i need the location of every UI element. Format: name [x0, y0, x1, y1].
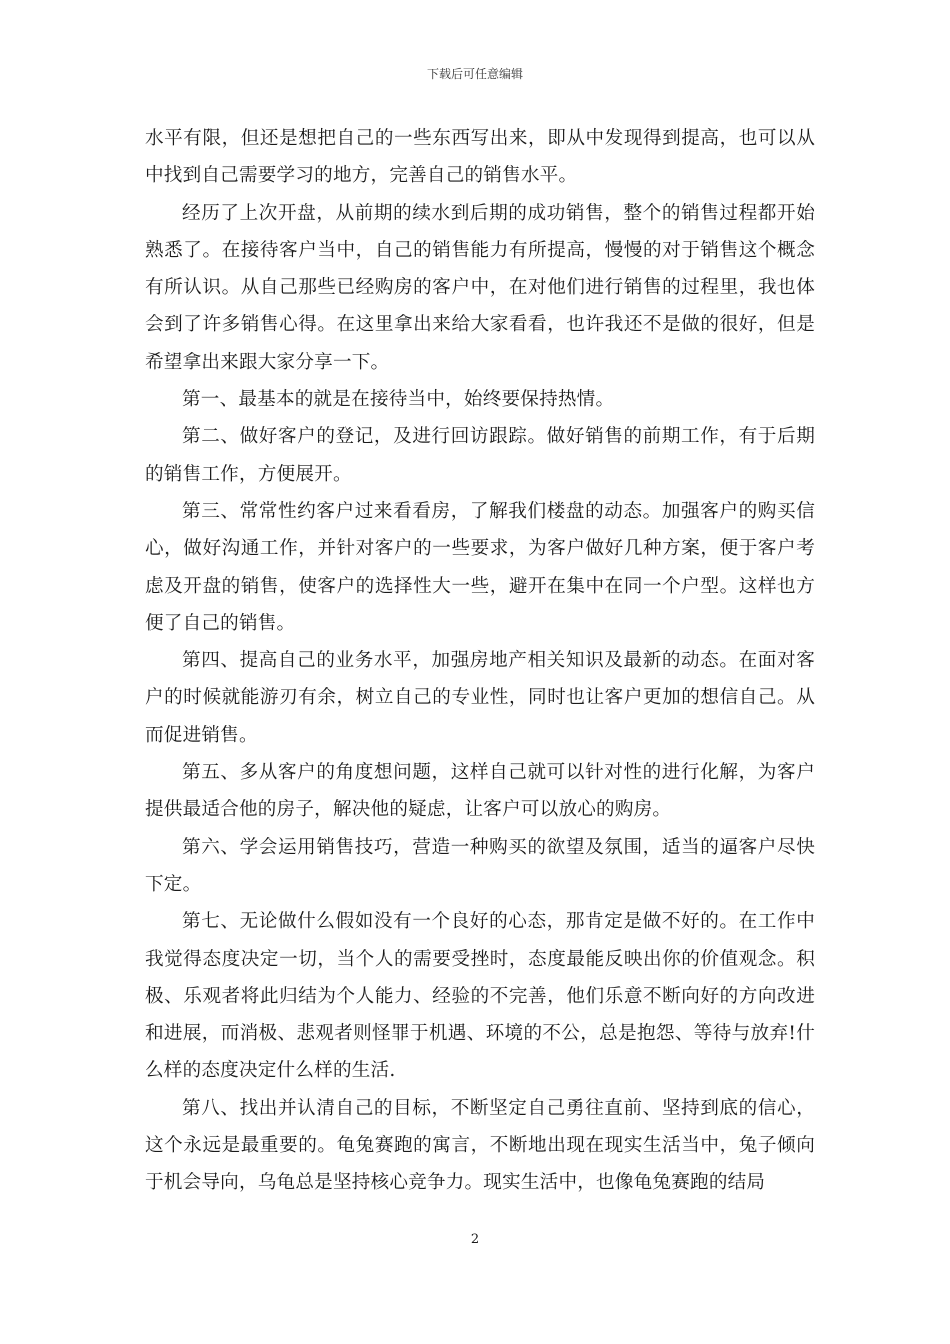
paragraph-point-8: 第八、找出并认清自己的目标，不断坚定自己勇往直前、坚持到底的信心，这个永远是最重要的。龟兔赛跑的寓言，不断地出现在现实生活当中，兔子倾向于机会导向，乌龟总是坚持核心竞争力。现实生活中，也像龟兔赛跑的结局 [145, 1097, 815, 1194]
page-number: 2 [470, 1232, 480, 1247]
paragraph-point-5: 第五、多从客户的角度想问题，这样自己就可以针对性的进行化解，为客户提供最适合他的房子，解决他的疑虑，让客户可以放心的购房。 [145, 762, 815, 821]
paragraph-point-4: 第四、提高自己的业务水平，加强房地产相关知识及最新的动态。在面对客户的时候就能游刃有余，树立自己的专业性，同时也让客户更加的想信自己。从而促进销售。 [145, 650, 815, 746]
paragraph-point-2: 第二、做好客户的登记，及进行回访跟踪。做好销售的前期工作，有于后期的销售工作，方便展开。 [145, 426, 815, 485]
paragraph-continued: 水平有限，但还是想把自己的一些东西写出来，即从中发现得到提高，也可以从中找到自己需要学习的地方，完善自己的销售水平。 [145, 128, 815, 187]
paragraph-point-3: 第三、常常性约客户过来看看房，了解我们楼盘的动态。加强客户的购买信心，做好沟通工作，并针对客户的一些要求，为客户做好几种方案，便于客户考虑及开盘的销售，使客户的选择性大一些，避开在集中在同一个户型。这样也方便了自己的销售。 [145, 500, 815, 634]
paragraph-point-1: 第一、最基本的就是在接待当中，始终要保持热情。 [182, 389, 615, 411]
paragraph-point-6: 第六、学会运用销售技巧，营造一种购买的欲望及氛围，适当的逼客户尽快下定。 [145, 836, 815, 895]
document-body [145, 120, 815, 1202]
paragraph-intro: 经历了上次开盘，从前期的续水到后期的成功销售，整个的销售过程都开始熟悉了。在接待客户当中，自己的销售能力有所提高，慢慢的对于销售这个概念有所认识。从自己那些已经购房的客户中，在对他们进行销售的过程里，我也体会到了许多销售心得。在这里拿出来给大家看看，也许我还不是做的很好，但是希望拿出来跟大家分享一下。 [145, 202, 815, 373]
paragraph-point-7: 第七、无论做什么假如没有一个良好的心态，那肯定是做不好的。在工作中我觉得态度决定一切，当个人的需要受挫时，态度最能反映出你的价值观念。积极、乐观者将此归结为个人能力、经验的不完善，他们乐意不断向好的方向改进和进展，而消极、悲观者则怪罪于机遇、环境的不公，总是抱怨、等待与放弃!什么样的态度决定什么样的生活. [145, 911, 815, 1082]
page-header: 下载后可任意编辑 [426, 67, 523, 81]
